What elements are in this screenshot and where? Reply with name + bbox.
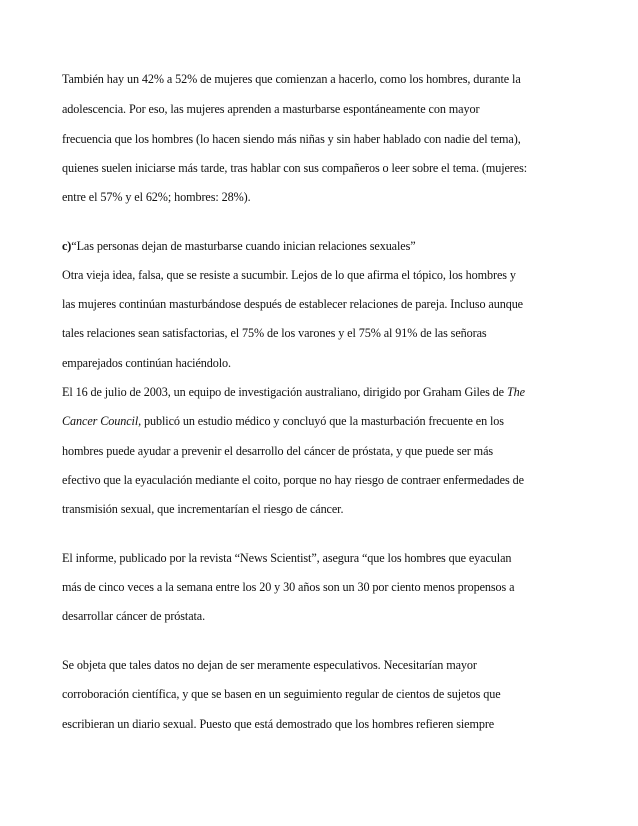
paragraph-3-line-4: efectivo que la eyaculación mediante el coito, porque no hay riesgo de contraer enfermedades de xyxy=(62,473,524,487)
section-c-line-4: emparejados continúan haciéndolo. xyxy=(62,356,231,370)
paragraph-3-line-5: transmisión sexual, que incrementarían el riesgo de cáncer. xyxy=(62,502,344,516)
paragraph-3-line-2-text: , publicó un estudio médico y concluyó que la masturbación frecuente en los xyxy=(138,414,504,428)
paragraph-5-line-3: escribieran un diario sexual. Puesto que está demostrado que los hombres refieren siempre xyxy=(62,717,495,731)
section-c-heading-line xyxy=(62,238,416,254)
section-c-heading: “Las personas dejan de masturbarse cuando inician relaciones sexuales” xyxy=(71,239,416,253)
section-c-line-3: tales relaciones sean satisfactorias, el 75% de los varones y el 75% al 91% de las señoras xyxy=(62,326,487,340)
paragraph-1-line-1: También hay un 42% a 52% de mujeres que comienzan a hacerlo, como los hombres, durante la xyxy=(62,72,521,86)
paragraph-4-line-3: desarrollar cáncer de próstata. xyxy=(62,609,206,623)
paragraph-1-line-2: adolescencia. Por eso, las mujeres aprenden a masturbarse espontáneamente con mayor xyxy=(62,102,480,116)
paragraph-3-line-2 xyxy=(62,413,504,429)
paragraph-4-line-2: más de cinco veces a la semana entre los 20 y 30 años son un 30 por ciento menos propensos a xyxy=(62,580,515,594)
paragraph-4-line-1: El informe, publicado por la revista “News Scientist”, asegura “que los hombres que eyaculan xyxy=(62,551,512,565)
paragraph-3-line-3: hombres puede ayudar a prevenir el desarrollo del cáncer de próstata, y que puede ser más xyxy=(62,444,494,458)
paragraph-3-line-1-italic: The xyxy=(506,385,525,399)
section-c-line-2: las mujeres continúan masturbándose después de establecer relaciones de pareja. Incluso aunque xyxy=(62,297,523,311)
paragraph-5-line-1: Se objeta que tales datos no dejan de ser meramente especulativos. Necesitarían mayor xyxy=(62,658,477,672)
paragraph-3-line-1-text: El 16 de julio de 2003, un equipo de investigación australiano, dirigido por Graham Giles de xyxy=(62,385,507,399)
paragraph-3-line-1 xyxy=(62,384,525,400)
section-c-line-1: Otra vieja idea, falsa, que se resiste a sucumbir. Lejos de lo que afirma el tópico, los hombres y xyxy=(62,268,516,282)
paragraph-1-line-4: quienes suelen iniciarse más tarde, tras hablar con sus compañeros o leer sobre el tema. (mujeres: xyxy=(62,161,528,175)
paragraph-3-line-2-italic: Cancer Council xyxy=(62,414,139,428)
paragraph-1-line-5: entre el 57% y el 62%; hombres: 28%). xyxy=(62,190,251,204)
paragraph-1-line-3: frecuencia que los hombres (lo hacen siendo más niñas y sin haber hablado con nadie del tema), xyxy=(62,132,521,146)
paragraph-5-line-2: corroboración científica, y que se basen en un seguimiento regular de cientos de sujetos que xyxy=(62,687,501,701)
section-c-marker: c) xyxy=(62,239,72,253)
